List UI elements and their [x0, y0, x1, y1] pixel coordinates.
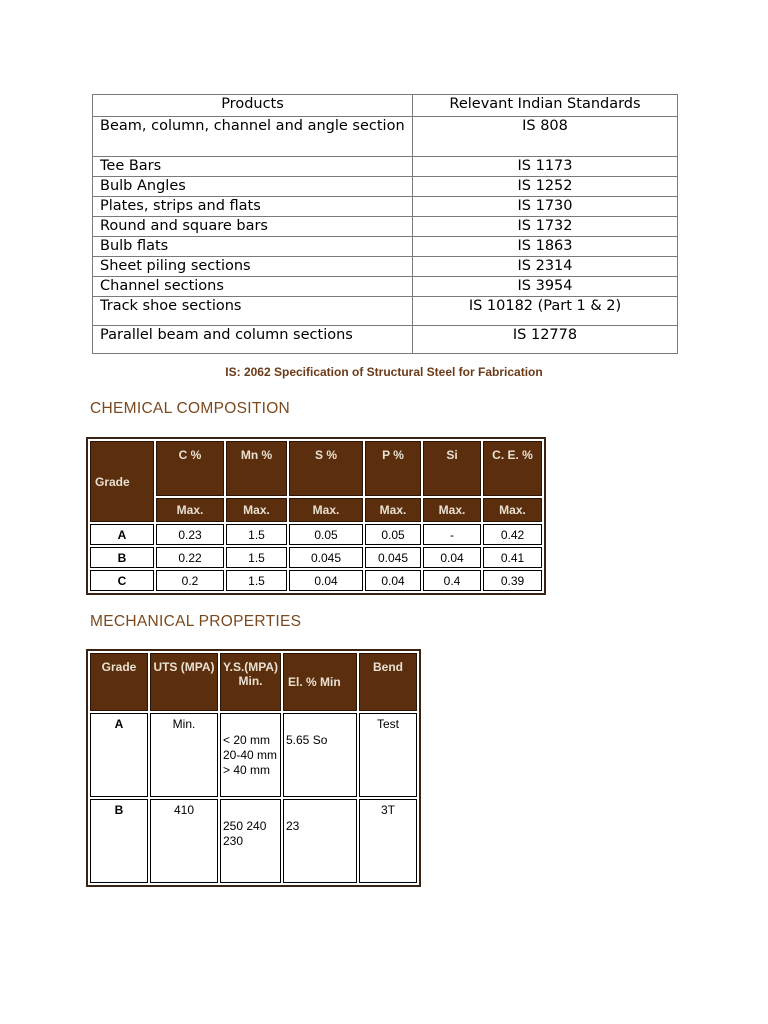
- table-row: [90, 524, 542, 545]
- value-cell: 0.05: [365, 524, 421, 545]
- table-row: [93, 326, 678, 354]
- standard-cell: IS 1732: [413, 217, 678, 237]
- product-cell: Beam, column, channel and angle section: [93, 117, 413, 157]
- elongation-header: El. % Min: [283, 653, 357, 711]
- ys-value-line: 250 240: [223, 819, 267, 833]
- mechanical-properties-heading: MECHANICAL PROPERTIES: [90, 613, 302, 630]
- standard-cell: IS 2314: [413, 257, 678, 277]
- product-cell: Tee Bars: [93, 157, 413, 177]
- standards-table: [92, 94, 678, 354]
- chem-column-header: Mn %: [226, 441, 287, 496]
- product-cell: Bulb flats: [93, 237, 413, 257]
- value-cell: 0.045: [365, 547, 421, 568]
- standard-cell: IS 1252: [413, 177, 678, 197]
- value-cell: 0.41: [483, 547, 542, 568]
- value-cell: 0.05: [289, 524, 363, 545]
- standard-cell: IS 1173: [413, 157, 678, 177]
- value-cell: 0.2: [156, 570, 224, 591]
- grade-cell: B: [90, 547, 154, 568]
- table-row: [90, 547, 542, 568]
- bend-cell: Test: [359, 713, 417, 797]
- standard-cell: IS 12778: [413, 326, 678, 354]
- max-label: Max.: [423, 498, 481, 522]
- max-label: Max.: [365, 498, 421, 522]
- grade-header: Grade: [90, 653, 148, 711]
- uts-header: UTS (MPA): [150, 653, 218, 711]
- table-row: [90, 713, 417, 797]
- value-cell: -: [423, 524, 481, 545]
- ys-header-line: Min.: [238, 674, 263, 688]
- ys-value-line: > 40 mm: [223, 763, 271, 777]
- ys-values: [223, 733, 278, 778]
- chemical-composition-table: [86, 437, 546, 595]
- bend-cell: 3T: [359, 799, 417, 883]
- standards-header: Relevant Indian Standards: [413, 95, 678, 117]
- products-header: Products: [93, 95, 413, 117]
- ys-value-line: 230: [223, 834, 244, 848]
- ys-value-line: < 20 mm: [223, 733, 271, 747]
- value-cell: 0.04: [289, 570, 363, 591]
- max-label: Max.: [156, 498, 224, 522]
- product-cell: Channel sections: [93, 277, 413, 297]
- mechanical-properties-table: [86, 649, 421, 887]
- elongation-value: 5.65 So: [286, 733, 328, 747]
- value-cell: 0.23: [156, 524, 224, 545]
- spec-caption: IS: 2062 Specification of Structural Steel for Fabrication: [225, 365, 543, 379]
- product-cell: Plates, strips and flats: [93, 197, 413, 217]
- value-cell: 0.22: [156, 547, 224, 568]
- chem-column-header: C %: [156, 441, 224, 496]
- ys-header: [220, 653, 281, 711]
- elongation-cell: [283, 713, 357, 797]
- table-row: [93, 277, 678, 297]
- table-row: [93, 217, 678, 237]
- max-label: Max.: [483, 498, 542, 522]
- value-cell: 1.5: [226, 524, 287, 545]
- chemical-composition-heading: CHEMICAL COMPOSITION: [90, 400, 291, 417]
- value-cell: 0.4: [423, 570, 481, 591]
- chem-subheader-row: [90, 498, 542, 522]
- elongation-cell: [283, 799, 357, 883]
- value-cell: 0.04: [365, 570, 421, 591]
- standard-cell: IS 808: [413, 117, 678, 157]
- grade-cell: A: [90, 524, 154, 545]
- value-cell: 0.045: [289, 547, 363, 568]
- standard-cell: IS 1863: [413, 237, 678, 257]
- grade-header: Grade: [90, 441, 154, 522]
- chem-column-header: Si: [423, 441, 481, 496]
- uts-cell: 410: [150, 799, 218, 883]
- value-cell: 0.42: [483, 524, 542, 545]
- table-row: [93, 117, 678, 157]
- table-row: [90, 799, 417, 883]
- table-row: [93, 237, 678, 257]
- chem-column-header: S %: [289, 441, 363, 496]
- ys-value-line: 20-40 mm: [223, 748, 278, 762]
- grade-cell: B: [90, 799, 148, 883]
- mech-header-row: [90, 653, 417, 711]
- table-row: [93, 177, 678, 197]
- bend-header: Bend: [359, 653, 417, 711]
- chem-column-header: P %: [365, 441, 421, 496]
- product-cell: Sheet piling sections: [93, 257, 413, 277]
- uts-cell: Min.: [150, 713, 218, 797]
- ys-cell: [220, 799, 281, 883]
- table-row: [93, 197, 678, 217]
- grade-cell: A: [90, 713, 148, 797]
- ys-values: [223, 819, 278, 849]
- table-row: [93, 297, 678, 326]
- max-label: Max.: [289, 498, 363, 522]
- standard-cell: IS 3954: [413, 277, 678, 297]
- chem-column-header: C. E. %: [483, 441, 542, 496]
- elongation-value: 23: [286, 819, 300, 833]
- value-cell: 0.39: [483, 570, 542, 591]
- table-row: [93, 257, 678, 277]
- table-row: [90, 570, 542, 591]
- grade-cell: C: [90, 570, 154, 591]
- product-cell: Bulb Angles: [93, 177, 413, 197]
- product-cell: Track shoe sections: [93, 297, 413, 326]
- value-cell: 1.5: [226, 570, 287, 591]
- product-cell: Parallel beam and column sections: [93, 326, 413, 354]
- standards-header-row: [93, 95, 678, 117]
- product-cell: Round and square bars: [93, 217, 413, 237]
- ys-cell: [220, 713, 281, 797]
- value-cell: 0.04: [423, 547, 481, 568]
- table-row: [93, 157, 678, 177]
- max-label: Max.: [226, 498, 287, 522]
- standard-cell: IS 1730: [413, 197, 678, 217]
- ys-header-line: Y.S.(MPA): [222, 660, 279, 674]
- chem-header-row: [90, 441, 542, 496]
- standard-cell: IS 10182 (Part 1 & 2): [413, 297, 678, 326]
- value-cell: 1.5: [226, 547, 287, 568]
